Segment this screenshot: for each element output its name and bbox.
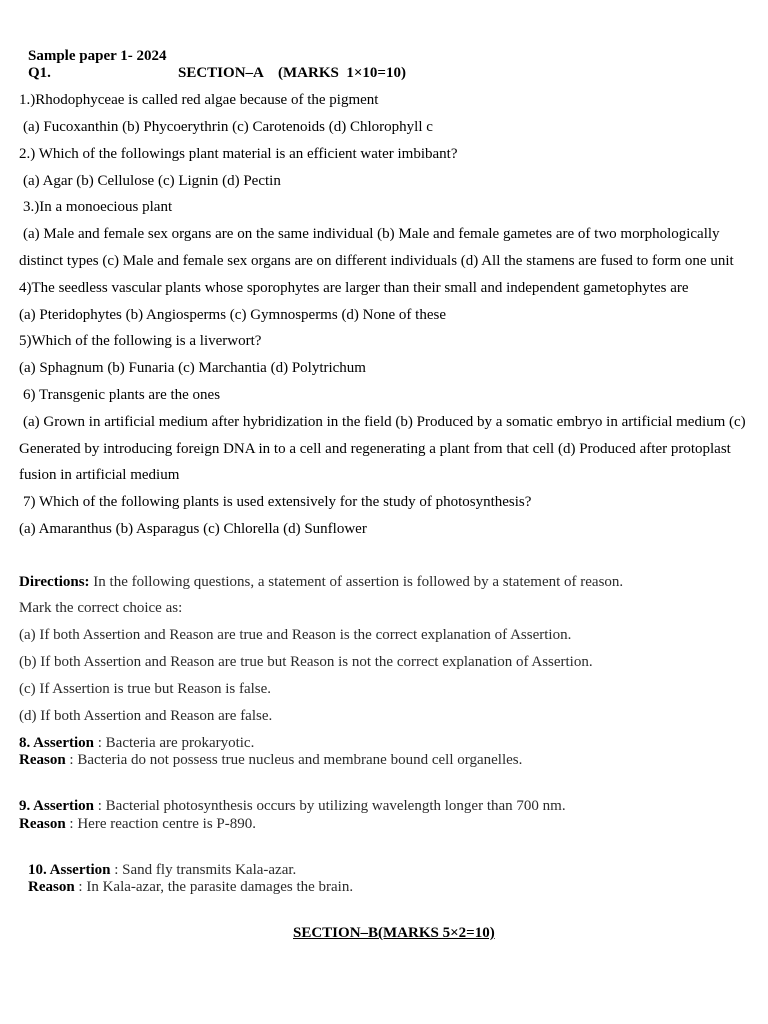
question-1-options: (a) Fucoxanthin (b) Phycoerythrin (c) Carotenoids (d) Chlorophyll c — [23, 119, 433, 135]
reason-8-text: : Bacteria do not possess true nucleus and membrane bound cell organelles. — [65, 752, 523, 768]
question-1-text: 1.)Rhodophyceae is called red algae because of the pigment — [19, 92, 379, 108]
assertion-9-text: : Bacterial photosynthesis occurs by utilizing wavelength longer than 700 nm. — [94, 798, 566, 814]
assertion-10 — [28, 861, 296, 879]
directions-choice-b: (b) If both Assertion and Reason are true but Reason is not the correct explanation of Assertion. — [19, 654, 593, 670]
question-7-text: 7) Which of the following plants is used extensively for the study of photosynthesis? — [23, 494, 532, 510]
directions-choice-c: (c) If Assertion is true but Reason is false. — [19, 681, 272, 697]
paper-title: Sample paper 1- 2024 — [28, 48, 167, 64]
assertion-8-text: : Bacteria are prokaryotic. — [94, 735, 255, 751]
assertion-9 — [19, 797, 566, 815]
question-7-options: (a) Amaranthus (b) Asparagus (c) Chlorella (d) Sunflower — [19, 521, 367, 537]
question-4-text: 4)The seedless vascular plants whose sporophytes are larger than their small and independent gametophytes are — [19, 280, 689, 296]
question-4-options: (a) Pteridophytes (b) Angiosperms (c) Gymnosperms (d) None of these — [19, 307, 446, 323]
question-3-options-line-1: (a) Male and female sex organs are on the same individual (b) Male and female gametes are of two morphologically — [23, 226, 720, 242]
question-6-options-line-3: fusion in artificial medium — [19, 467, 180, 483]
reason-9-text: : Here reaction centre is P-890. — [65, 816, 257, 832]
question-3-options-line-2: distinct types (c) Male and female sex organs are on different individuals (d) All the stamens are fused to form one unit — [19, 253, 734, 269]
question-6-options-line-2: Generated by introducing foreign DNA in to a cell and regenerating a plant from that cell (d) Produced after protoplast — [19, 441, 731, 457]
reason-10-label: Reason — [28, 879, 75, 895]
directions-choice-d: (d) If both Assertion and Reason are false. — [19, 708, 273, 724]
section-b-heading: SECTION–B(MARKS 5×2=10) — [293, 925, 495, 941]
reason-9-label: Reason — [19, 816, 66, 832]
assertion-10-text: : Sand fly transmits Kala-azar. — [110, 862, 297, 878]
directions-label: Directions: — [19, 574, 90, 590]
question-label: Q1. — [28, 65, 51, 81]
directions — [19, 573, 623, 591]
question-5-options: (a) Sphagnum (b) Funaria (c) Marchantia (d) Polytrichum — [19, 360, 366, 376]
question-6-options-line-1: (a) Grown in artificial medium after hybridization in the field (b) Produced by a somatic embryo in artificial medium (c) — [23, 414, 746, 430]
assertion-10-label: 10. Assertion — [28, 862, 111, 878]
directions-text: In the following questions, a statement of assertion is followed by a statement of reason. — [89, 574, 624, 590]
assertion-8 — [19, 734, 254, 752]
question-6-text: 6) Transgenic plants are the ones — [23, 387, 221, 403]
reason-8 — [19, 751, 522, 769]
assertion-8-label: 8. Assertion — [19, 735, 94, 751]
question-5-text: 5)Which of the following is a liverwort? — [19, 333, 262, 349]
question-2-text: 2.) Which of the followings plant material is an efficient water imbibant? — [19, 146, 458, 162]
assertion-9-label: 9. Assertion — [19, 798, 94, 814]
section-a-heading: SECTION–A (MARKS 1×10=10) — [178, 65, 406, 81]
directions-choice-a: (a) If both Assertion and Reason are true and Reason is the correct explanation of Assertion. — [19, 627, 572, 643]
question-2-options: (a) Agar (b) Cellulose (c) Lignin (d) Pectin — [23, 173, 281, 189]
reason-8-label: Reason — [19, 752, 66, 768]
question-3-text: 3.)In a monoecious plant — [23, 199, 173, 215]
reason-9 — [19, 815, 256, 833]
reason-10-text: : In Kala-azar, the parasite damages the brain. — [74, 879, 354, 895]
directions-mark: Mark the correct choice as: — [19, 600, 183, 616]
reason-10 — [28, 878, 353, 896]
